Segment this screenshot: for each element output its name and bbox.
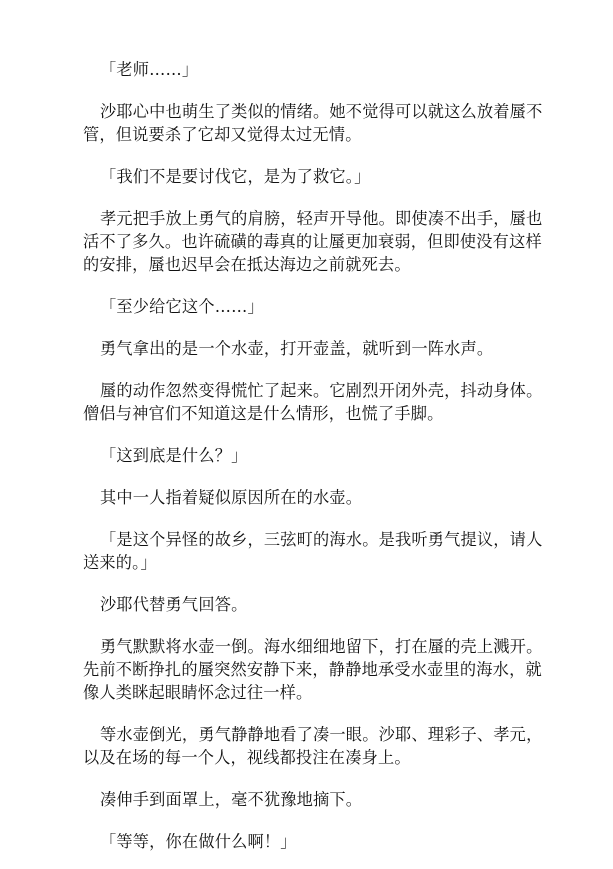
paragraph-5: 「至少给它这个……」: [100, 297, 264, 316]
paragraph-8: 「这到底是什么？」: [100, 446, 248, 465]
paragraph-12: 勇气默默将水壶一倒。海水细细地留下，打在蜃的壳上溅开。先前不断挣扎的蜃突然安静下来，静静地承受水壶里的海水，就像人类眯起眼睛怀念过往一样。: [83, 637, 543, 702]
paragraph-13: 等水壶倒光，勇气静静地看了凑一眼。沙耶、理彩子、孝元，以及在场的每一个人，视线都投注在凑身上。: [83, 725, 543, 767]
paragraph-6: 勇气拿出的是一个水壶，打开壶盖，就听到一阵水声。: [100, 339, 494, 358]
paragraph-2: 沙耶心中也萌生了类似的情绪。她不觉得可以就这么放着蜃不管，但说要杀了它却又觉得太过无情。: [83, 102, 543, 144]
paragraph-3: 「我们不是要讨伐它，是为了救它。」: [100, 167, 371, 186]
paragraph-7: 蜃的动作忽然变得慌忙了起来。它剧烈开闭外壳，抖动身体。僧侣与神官们不知道这是什么情形，也慌了手脚。: [83, 381, 543, 423]
paragraph-10: 「是这个异怪的故乡，三弦町的海水。是我听勇气提议，请人送来的。」: [83, 530, 543, 572]
paragraph-11: 沙耶代替勇气回答。: [100, 595, 248, 614]
paragraph-14: 凑伸手到面罩上，毫不犹豫地摘下。: [100, 790, 363, 809]
paragraph-1: 「老师……」: [100, 60, 199, 79]
paragraph-4: 孝元把手放上勇气的肩膀，轻声开导他。即使凑不出手，蜃也活不了多久。也许硫磺的毒真的让蜃更加衰弱，但即使没有这样的安排，蜃也迟早会在抵达海边之前就死去。: [83, 209, 543, 274]
paragraph-15: 「等等，你在做什么啊！」: [100, 832, 297, 851]
paragraph-9: 其中一人指着疑似原因所在的水壶。: [100, 488, 363, 507]
